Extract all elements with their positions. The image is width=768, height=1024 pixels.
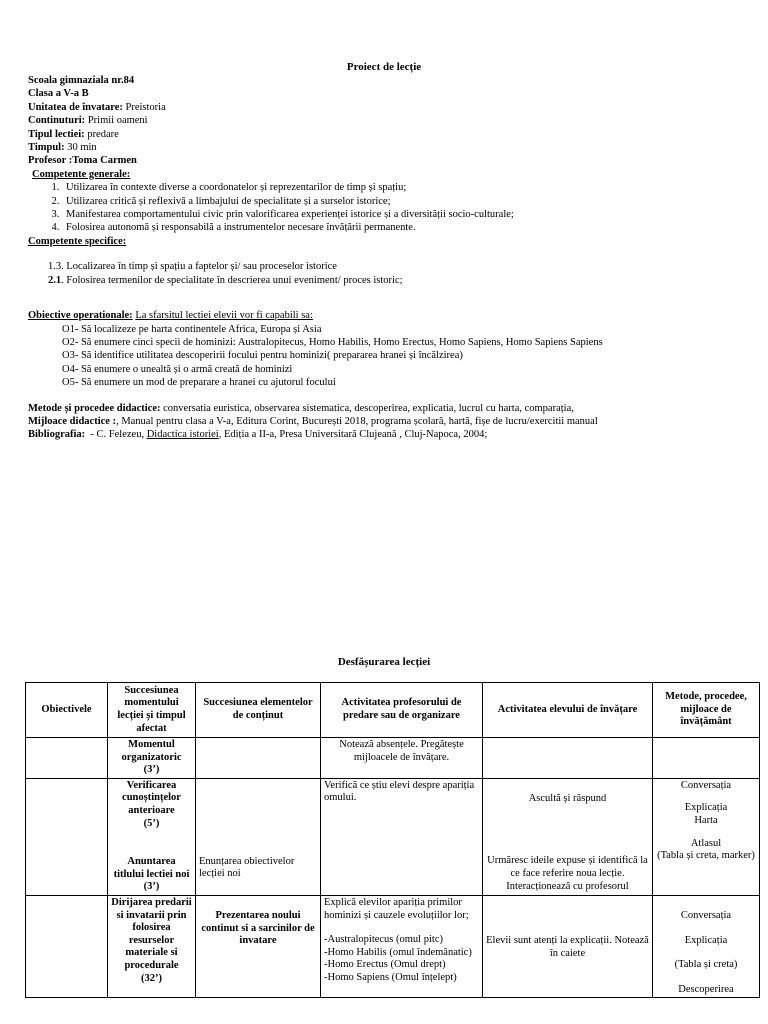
table-cell: Prezentarea noului continut si a sarcinilor de invatare: [196, 895, 321, 997]
lesson-table: [25, 682, 760, 998]
list-item: 1. Utilizarea în contexte diverse a coordonatelor și reprezentarilor de timp și spațiu;: [62, 181, 748, 194]
means-line: Mijloace didactice :, Manual pentru clasa a V-a, Editura Corint, București 2018, programa școlară, hartă, fișe de lucru/exercitii manual: [28, 415, 598, 427]
table-cell: Elevii sunt atenți la explicații. Notează în caiete: [483, 895, 653, 997]
column-header: Activitatea profesorului de predare sau de organizare: [321, 683, 483, 738]
list-item: 4. Folosirea autonomă și responsabilă a instrumentelor necesare învățării permanente.: [62, 221, 748, 234]
unit-line: Unitatea de învatare: Preistoria: [28, 101, 166, 113]
content-line: Continuturi: Primii oameni: [28, 115, 148, 127]
objectives-heading: Obiective operationale: La sfarsitul lectiei elevii vor fi capabili sa:: [28, 310, 313, 322]
table-cell: Conversația Explicația Harta Atlasul (Tabla și creta, marker): [653, 778, 760, 895]
general-competences-list: [28, 181, 748, 235]
specific-competences-heading: Competente specifice:: [28, 235, 127, 247]
table-header-row: [26, 683, 760, 738]
school-name: Scoala gimnaziala nr.84: [28, 75, 135, 86]
table-cell: [26, 738, 108, 779]
list-item: 3. Manifestarea comportamentului civic prin valorificarea experienței istorice și a diversității socio-culturale;: [62, 208, 748, 221]
table-cell: Enunțarea obiectivelor lecției noi: [196, 778, 321, 895]
teacher-name: Profesor :Toma Carmen: [28, 155, 137, 167]
table-cell: [483, 738, 653, 779]
table-cell: Ascultă și răspund Urmăresc ideile expuse și identifică la ce face referire noua lecție. Interacționează cu profesorul: [483, 778, 653, 895]
table-cell: Momentul organizatoric (3’): [108, 738, 196, 779]
column-header: Succesiunea momentului lecției și timpul afectat: [108, 683, 196, 738]
table-row: [26, 778, 760, 895]
lesson-flow-title: Desfășurarea lecției: [337, 656, 431, 668]
table-cell: [26, 778, 108, 895]
table-row: [26, 895, 760, 997]
list-item: 1.3. Localizarea în timp și spațiu a faptelor și/ sau proceselor istorice: [48, 261, 337, 273]
list-item: O2- Să enumere cinci specii de hominizi: Australopitecus, Homo Habilis, Homo Erectus, Homo Sapiens, Homo Sapiens Sapiens: [62, 336, 603, 348]
list-item: 2.1. Folosirea termenilor de specialitate în descrierea unui eveniment/ proces istoric;: [48, 274, 403, 286]
column-header: Obiectivele: [26, 683, 108, 738]
list-item: 2. Utilizarea critică și reflexivă a limbajului de specialitate și a surselor istorice;: [62, 195, 748, 208]
table-cell: Dirijarea predarii si invatarii prin folosirea resurselor materiale si procedurale (32’): [108, 895, 196, 997]
bibliography-line: Bibliografia: - C. Felezeu, Didactica istoriei, Ediția a II-a, Presa Universitară Clujeană , Cluj-Napoca, 2004;: [28, 429, 488, 441]
general-competences-heading: Competente generale:: [32, 168, 131, 180]
list-item: O5- Să enumere un mod de preparare a hranei cu ajutorul focului: [62, 377, 336, 389]
lesson-meta: [28, 402, 748, 442]
table-cell: [196, 738, 321, 779]
column-header: Succesiunea elementelor de conținut: [196, 683, 321, 738]
list-item: O4- Să enumere o unealtă și o armă creată de hominizi: [62, 363, 293, 375]
document-title: Proiect de lecție: [346, 61, 422, 73]
table-cell: Verificarea cunoștințelor anterioare (5’) Anuntarea titlului lectiei noi (3’): [108, 778, 196, 895]
lesson-type-line: Tipul lectiei: predare: [28, 128, 119, 140]
table-cell: Conversația Explicația (Tabla și creta) Descoperirea: [653, 895, 760, 997]
methods-line: Metode și procedee didactice: conversatia euristica, observarea sistematica, descoperirea, explicatia, lucrul cu harta, comparația,: [28, 402, 574, 414]
time-line: Timpul: 30 min: [28, 142, 97, 154]
specific-competences-list: [28, 260, 748, 287]
class-name: Clasa a V-a B: [28, 88, 89, 100]
column-header: Activitatea elevului de învățare: [483, 683, 653, 738]
list-item: O1- Să localizeze pe harta continentele Africa, Europa și Asia: [62, 323, 322, 335]
table-cell: Notează absențele. Pregătește mijloacele de învățare.: [321, 738, 483, 779]
objectives-list: [28, 323, 748, 390]
lesson-header: [28, 74, 748, 442]
table-cell: [26, 895, 108, 997]
table-cell: Explică elevilor apariția primilor hominizi și cauzele evoluțiilor lor; -Australopitecus (omul pitc) -Homo Habilis (omul îndemânatic) -Homo Erectus (Omul drept) -Homo Sapiens (Omul înțelept): [321, 895, 483, 997]
table-cell: Verifică ce știu elevi despre apariția omului.: [321, 778, 483, 895]
list-item: O3- Să identifice utilitatea descoperirii focului pentru hominizi( prepararea hranei și încălzirea): [62, 350, 463, 362]
column-header: Metode, procedee, mijloace de învățământ: [653, 683, 760, 738]
table-row: [26, 738, 760, 779]
table-cell: [653, 738, 760, 779]
